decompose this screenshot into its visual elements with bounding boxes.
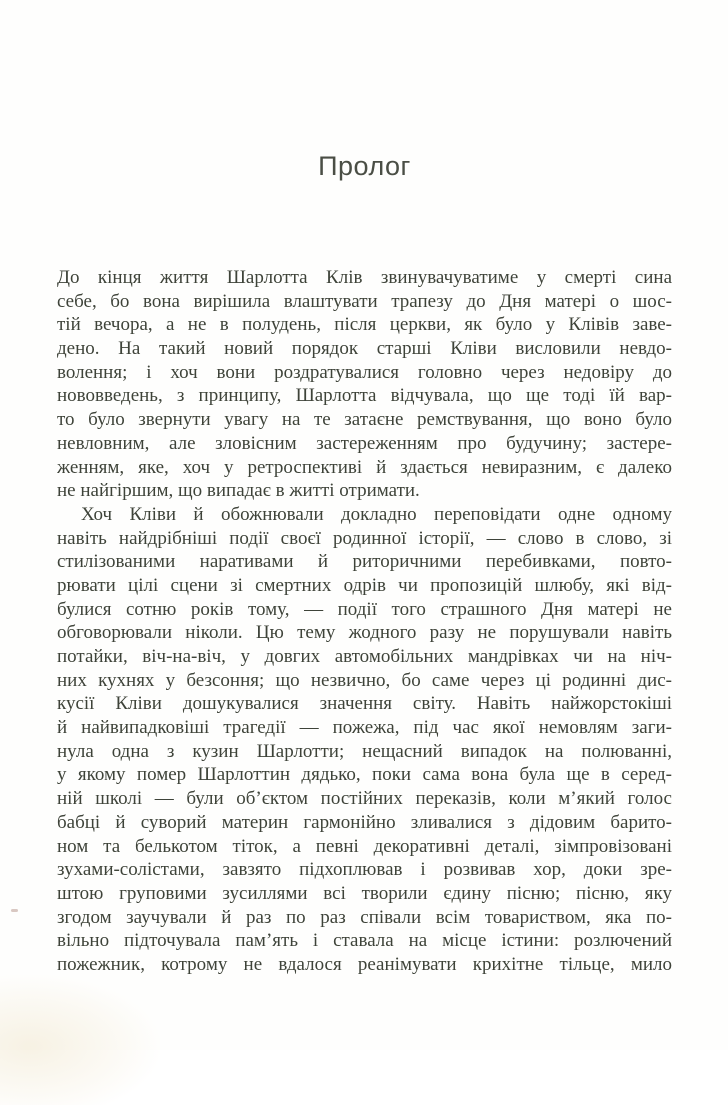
text-line: потайки, віч-на-віч, у довгих автомобільних мандрівках чи на ніч-	[57, 646, 672, 667]
text-line: не найгіршим, що випадає в житті отримати.	[57, 480, 420, 502]
text-line: нула одна з кузин Шарлотти; нещасний випадок на полюванні,	[57, 740, 672, 762]
text-line: себе, бо вона вирішила влаштувати трапезу до Дня матері о шос-	[57, 290, 672, 312]
paragraph	[57, 266, 672, 503]
text-line: Хоч Кліви й обожнювали докладно переповідати одне одному	[81, 503, 672, 525]
text-line: рювати цілі сцени зі смертних одрів чи пропозицій шлюбу, які від-	[57, 574, 672, 596]
text-line: навіть найдрібніші події своєї родинної історії, — слово в слово, зі	[57, 527, 672, 549]
body-text	[57, 266, 672, 977]
text-line: булися сотню років тому, — події того страшного Дня матері не	[57, 598, 672, 620]
text-line: ній школі — були об’єктом постійних переказів, коли м’який голос	[57, 788, 672, 810]
text-line: невловним, але зловісним застереженням про будучину; застере-	[57, 432, 672, 454]
text-line: нововведень, з принципу, Шарлотта відчувала, що ще тоді їй вар-	[57, 385, 672, 407]
text-line: зухами-солістами, завзято підхоплював і розвивав хор, доки зре-	[57, 859, 672, 881]
text-line: женням, яке, хоч у ретроспективі й здається невиразним, є далеко	[57, 456, 672, 478]
text-line: дено. На такий новий порядок старші Кліви висловили невдо-	[57, 338, 672, 360]
text-line: й найвипадковіші трагедії — пожежа, під час якої немовлям заги-	[57, 717, 672, 739]
scan-speck	[11, 909, 18, 912]
text-line: них кухнях у безсоння; що незвично, бо саме через ці родинні дис-	[57, 669, 672, 691]
text-line: кусії Кліви дошукувалися значення світу. Навіть найжорстокіші	[57, 693, 672, 715]
text-line: обговорювали ніколи. Цю тему жодного разу не порушували навіть	[57, 622, 672, 644]
paragraph	[57, 503, 672, 977]
text-line: бабці й суворий материн гармонійно зливалися з дідовим барито-	[57, 811, 672, 833]
text-line: то було звернути увагу на те затаєне ремствування, що воно було	[57, 409, 672, 431]
scan-smudge	[0, 975, 160, 1105]
text-line: вільно підточувала пам’ять і ставала на місце істини: розлючений	[57, 930, 672, 952]
text-line: пожежник, котрому не вдалося реанімувати крихітне тільце, мило	[57, 953, 672, 975]
text-line: До кінця життя Шарлотта Клів звинувачуватиме у смерті сина	[57, 267, 672, 288]
text-line: стилізованими наративами й риторичними перебивками, повто-	[57, 551, 672, 573]
text-line: волення; і хоч вони роздратувалися головно через недовіру до	[57, 361, 672, 383]
text-line: штою груповими зусиллями всі творили єдину пісню; пісню, яку	[57, 882, 672, 904]
text-line: у якому помер Шарлоттин дядько, поки сама вона була ще в серед-	[57, 764, 672, 786]
text-line: тій вечора, а не в полудень, після церкви, як було у Клівів заве-	[57, 314, 672, 336]
page-title: Пролог	[318, 151, 411, 182]
text-line: ном та белькотом тіток, а певні декоративні деталі, зімпровізовані	[57, 835, 672, 857]
text-line: згодом заучували й раз по раз співали всім товариством, яка по-	[57, 906, 672, 928]
